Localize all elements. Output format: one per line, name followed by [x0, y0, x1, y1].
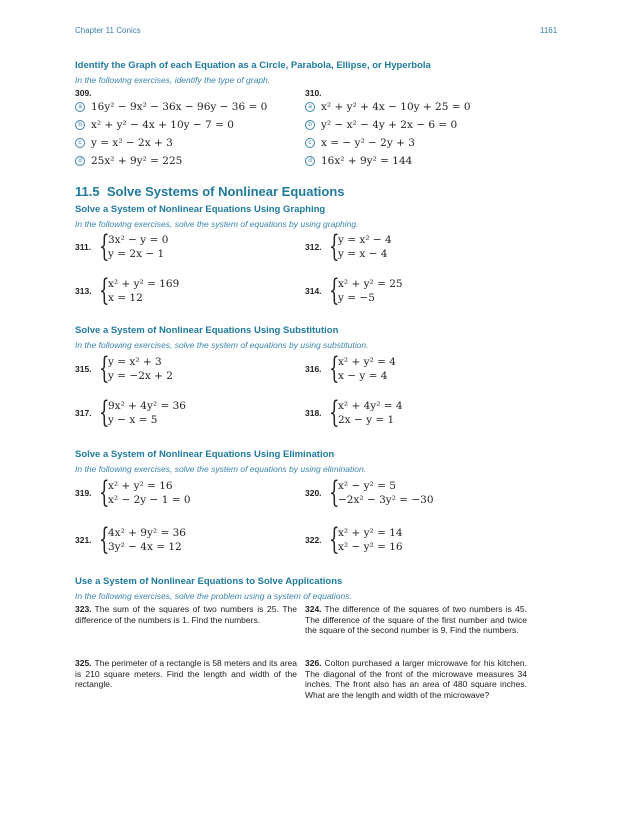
exercise-number: 313.	[75, 286, 92, 296]
equation: 9x² + 4y² = 36	[108, 400, 186, 412]
exercise-number: 321.	[75, 535, 92, 545]
system-brace: {	[99, 475, 110, 510]
system-brace: {	[329, 351, 340, 386]
system-brace: {	[99, 351, 110, 386]
equation: y = x − 4	[338, 248, 388, 260]
exercise-323	[75, 604, 297, 625]
equation: y = x² − 2x + 3	[91, 137, 173, 149]
equation: y = x² − 4	[338, 234, 392, 246]
problem-text: The perimeter of a rectangle is 58 meters and its area is 210 square meters. Find the length and width of the rectangle.	[75, 658, 297, 689]
option-label: d	[305, 156, 315, 166]
equation: 16y² − 9x² − 36x − 96y − 36 = 0	[91, 101, 268, 113]
exercise-number: 317.	[75, 408, 92, 418]
equation: x² + y² = 25	[338, 278, 403, 290]
exercise-number: 316.	[305, 364, 322, 374]
equation: x² + y² − 4x + 10y − 7 = 0	[91, 119, 234, 131]
section-number: 11.5	[75, 184, 100, 199]
exercise-309	[75, 88, 267, 170]
exercise-315	[75, 351, 173, 386]
elimination-instruction: In the following exercises, solve the system of equations by using elimination.	[75, 464, 367, 474]
option-b	[305, 116, 471, 134]
exercise-314	[305, 273, 403, 308]
equation: 16x² + 9y² = 144	[321, 155, 413, 167]
exercise-number: 325.	[75, 658, 92, 668]
elimination-heading: Solve a System of Nonlinear Equations Using Elimination	[75, 449, 335, 460]
exercise-number: 311.	[75, 242, 92, 252]
exercise-325	[75, 658, 297, 690]
substitution-instruction: In the following exercises, solve the system of equations by using substitution.	[75, 340, 369, 350]
exercise-310	[305, 88, 471, 170]
exercise-number: 314.	[305, 286, 322, 296]
equation: 3y² − 4x = 12	[108, 541, 182, 553]
system-brace: {	[329, 229, 340, 264]
exercise-number: 319.	[75, 488, 92, 498]
equation: x = 12	[108, 292, 143, 304]
equation: y = −5	[338, 292, 375, 304]
exercise-313	[75, 273, 180, 308]
equation: x² + y² = 169	[108, 278, 180, 290]
equation: x − y = 4	[338, 370, 388, 382]
system-brace: {	[329, 395, 340, 430]
system-brace: {	[329, 475, 340, 510]
equation: x² + y² = 16	[108, 480, 173, 492]
graphing-instruction: In the following exercises, solve the system of equations by using graphing.	[75, 219, 359, 229]
system-brace: {	[99, 229, 110, 264]
exercise-number: 309.	[75, 88, 92, 98]
equation: x² + 4y² = 4	[338, 400, 403, 412]
exercise-312	[305, 229, 392, 264]
exercise-324	[305, 604, 527, 636]
section-title-text: Solve Systems of Nonlinear Equations	[106, 184, 345, 199]
exercise-number: 326.	[305, 658, 322, 668]
exercise-number: 324.	[305, 604, 322, 614]
exercise-322	[305, 522, 403, 557]
option-a	[305, 98, 471, 116]
equation: x² − y² = 5	[338, 480, 396, 492]
section-title	[75, 184, 345, 199]
exercise-318	[305, 395, 403, 430]
exercise-321	[75, 522, 186, 557]
problem-text: Colton purchased a larger microwave for his kitchen. The diagonal of the front of the microwave measures 34 inches. The front also has an area of 480 square inches. What are the length and width of the microwave?	[305, 658, 527, 700]
applications-instruction: In the following exercises, solve the problem using a system of equations.	[75, 591, 352, 601]
equation: y = x² + 3	[108, 356, 162, 368]
option-label: a	[75, 102, 85, 112]
exercise-326	[305, 658, 527, 700]
identify-instruction: In the following exercises, identify the type of graph.	[75, 75, 271, 85]
system-brace: {	[99, 522, 110, 557]
exercise-311	[75, 229, 169, 264]
equation: y − x = 5	[108, 414, 158, 426]
option-b	[75, 116, 267, 134]
exercise-320	[305, 475, 434, 510]
exercise-316	[305, 351, 396, 386]
system-brace: {	[99, 395, 110, 430]
chapter-header: Chapter 11 Conics	[75, 26, 141, 35]
equation: x² + y² + 4x − 10y + 25 = 0	[321, 101, 471, 113]
exercise-number: 312.	[305, 242, 322, 252]
exercise-319	[75, 475, 191, 510]
exercise-number: 320.	[305, 488, 322, 498]
option-label: b	[305, 120, 315, 130]
equation: x² − 2y − 1 = 0	[108, 494, 191, 506]
equation: x = − y² − 2y + 3	[321, 137, 415, 149]
option-a	[75, 98, 267, 116]
problem-text: The difference of the squares of two numbers is 45. The difference of the square of the first number and twice the square of the second number is 9. Find the numbers.	[305, 604, 527, 635]
option-label: b	[75, 120, 85, 130]
page-number: 1161	[540, 26, 558, 35]
applications-heading: Use a System of Nonlinear Equations to Solve Applications	[75, 576, 343, 587]
exercise-number: 323.	[75, 604, 92, 614]
option-c	[305, 134, 471, 152]
option-label: d	[75, 156, 85, 166]
exercise-number: 322.	[305, 535, 322, 545]
option-c	[75, 134, 267, 152]
graphing-heading: Solve a System of Nonlinear Equations Using Graphing	[75, 204, 326, 215]
equation: 4x² + 9y² = 36	[108, 527, 186, 539]
equation: y = 2x − 1	[108, 248, 165, 260]
exercise-317	[75, 395, 186, 430]
equation: y² − x² − 4y + 2x − 6 = 0	[321, 119, 458, 131]
exercise-number: 318.	[305, 408, 322, 418]
equation: 25x² + 9y² = 225	[91, 155, 183, 167]
option-label: c	[305, 138, 315, 148]
system-brace: {	[99, 273, 110, 308]
option-d	[305, 152, 471, 170]
equation: x² − y² = 16	[338, 541, 403, 553]
equation: x² + y² = 14	[338, 527, 403, 539]
option-label: c	[75, 138, 85, 148]
equation: y = −2x + 2	[108, 370, 173, 382]
equation: −2x² − 3y² = −30	[338, 494, 434, 506]
substitution-heading: Solve a System of Nonlinear Equations Using Substitution	[75, 325, 339, 336]
exercise-number: 315.	[75, 364, 92, 374]
system-brace: {	[329, 522, 340, 557]
equation: 2x − y = 1	[338, 414, 395, 426]
option-d	[75, 152, 267, 170]
identify-heading: Identify the Graph of each Equation as a Circle, Parabola, Ellipse, or Hyperbola	[75, 60, 431, 71]
option-label: a	[305, 102, 315, 112]
problem-text: The sum of the squares of two numbers is 25. The difference of the numbers is 1. Find the numbers.	[75, 604, 297, 625]
exercise-number: 310.	[305, 88, 322, 98]
equation: 3x² − y = 0	[108, 234, 169, 246]
system-brace: {	[329, 273, 340, 308]
equation: x² + y² = 4	[338, 356, 396, 368]
